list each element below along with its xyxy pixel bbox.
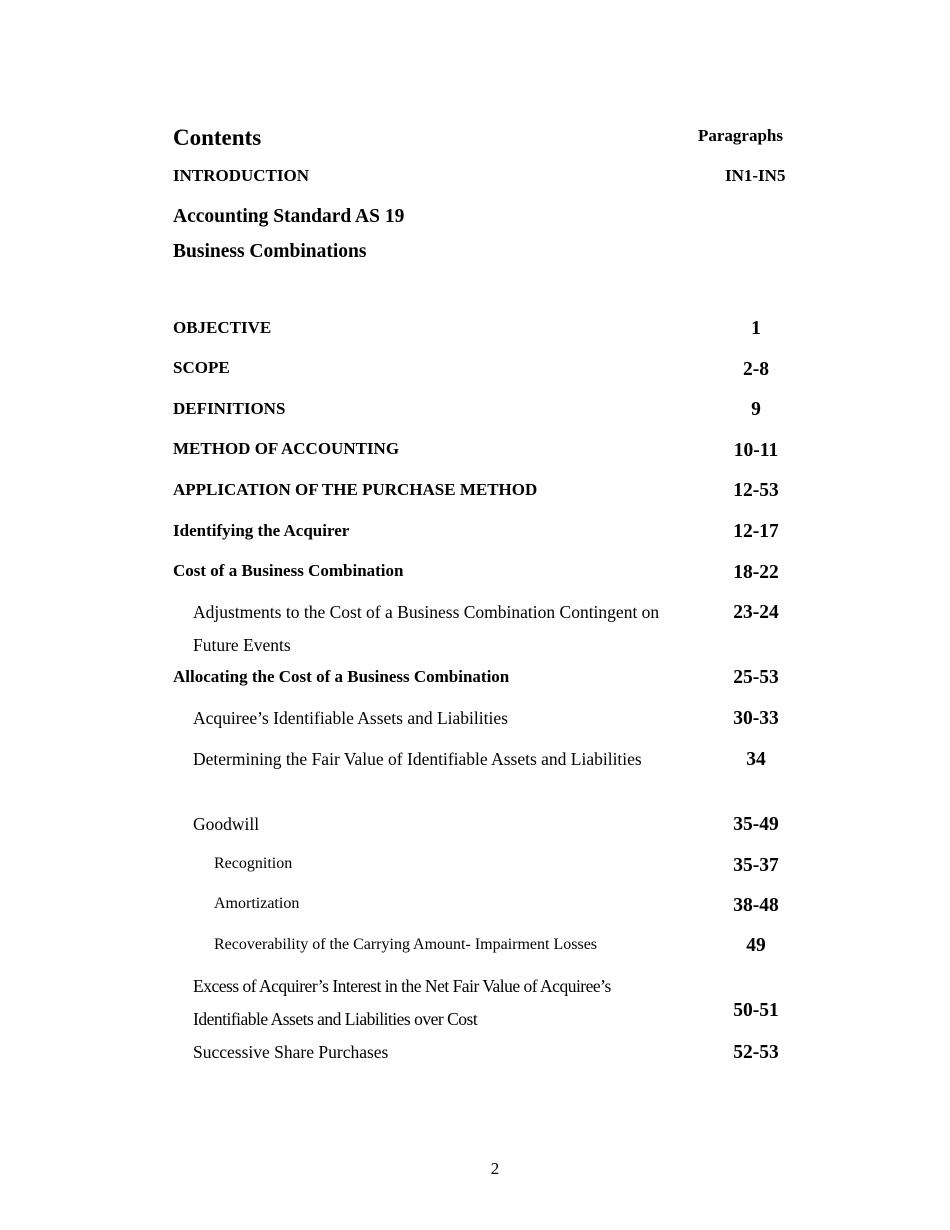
toc-ref-purchase-method: 12-53 bbox=[733, 480, 779, 501]
toc-entry-excess-interest: Excess of Acquirer’s Interest in the Net Fair Value of Acquiree’s Identifiable Assets and Liabilities over Cost bbox=[193, 976, 611, 1029]
toc-entry-identifying-acquirer: Identifying the Acquirer bbox=[173, 521, 350, 540]
toc-entry-cost-of-combination: Cost of a Business Combination bbox=[173, 561, 404, 580]
toc-entry-definitions: DEFINITIONS bbox=[173, 399, 286, 418]
standard-title: Accounting Standard AS 19 bbox=[173, 206, 405, 227]
paragraphs-column-header: Paragraphs bbox=[698, 126, 783, 145]
toc-entry-recognition: Recognition bbox=[214, 855, 293, 872]
toc-ref-successive-purchases: 52-53 bbox=[733, 1042, 779, 1063]
toc-entry-scope: SCOPE bbox=[173, 358, 230, 377]
toc-ref-scope: 2-8 bbox=[743, 359, 769, 380]
toc-entry-allocating-cost: Allocating the Cost of a Business Combination bbox=[173, 667, 510, 686]
toc-ref-cost-adjustments: 23-24 bbox=[733, 602, 779, 623]
toc-ref-identifiable-assets: 30-33 bbox=[733, 708, 779, 729]
toc-entry-method-of-accounting: METHOD OF ACCOUNTING bbox=[173, 439, 400, 458]
toc-entry-identifiable-assets: Acquiree’s Identifiable Assets and Liabilities bbox=[193, 708, 508, 728]
toc-ref-goodwill: 35-49 bbox=[733, 814, 779, 835]
toc-ref-identifying-acquirer: 12-17 bbox=[733, 521, 779, 542]
toc-entry-fair-value: Determining the Fair Value of Identifiable Assets and Liabilities bbox=[193, 749, 642, 769]
page-number: 2 bbox=[490, 1159, 500, 1178]
toc-ref-excess-interest: 50-51 bbox=[733, 1000, 779, 1021]
toc-entry-recoverability: Recoverability of the Carrying Amount- Impairment Losses bbox=[214, 936, 598, 953]
introduction-ref: IN1-IN5 bbox=[725, 166, 786, 185]
toc-entry-objective: OBJECTIVE bbox=[173, 318, 272, 337]
toc-ref-cost-of-combination: 18-22 bbox=[733, 562, 779, 583]
toc-ref-recoverability: 49 bbox=[746, 935, 766, 956]
toc-ref-objective: 1 bbox=[751, 318, 761, 339]
toc-entry-purchase-method: APPLICATION OF THE PURCHASE METHOD bbox=[173, 480, 538, 499]
toc-entry-amortization: Amortization bbox=[214, 895, 300, 912]
toc-ref-fair-value: 34 bbox=[746, 749, 766, 770]
standard-subtitle: Business Combinations bbox=[173, 241, 367, 262]
toc-ref-recognition: 35-37 bbox=[733, 855, 779, 876]
toc-entry-cost-adjustments: Adjustments to the Cost of a Business Combination Contingent on Future Events bbox=[193, 602, 660, 655]
toc-entry-successive-purchases: Successive Share Purchases bbox=[193, 1042, 389, 1062]
introduction-label: INTRODUCTION bbox=[173, 166, 310, 185]
toc-ref-method-of-accounting: 10-11 bbox=[733, 440, 779, 461]
toc-ref-allocating-cost: 25-53 bbox=[733, 667, 779, 688]
toc-ref-definitions: 9 bbox=[751, 399, 761, 420]
toc-ref-amortization: 38-48 bbox=[733, 895, 779, 916]
contents-title: Contents bbox=[173, 125, 262, 150]
toc-entry-goodwill: Goodwill bbox=[193, 814, 260, 834]
